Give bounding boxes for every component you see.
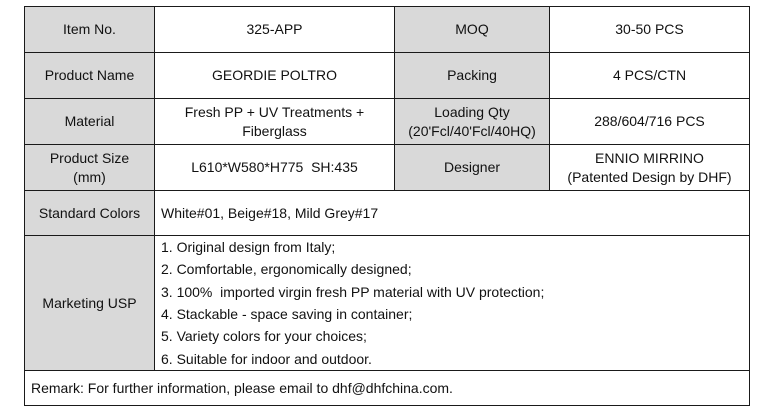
spec-row-product-size bbox=[25, 145, 750, 191]
label-designer: Designer bbox=[395, 145, 550, 191]
value-material-line1: Fresh PP + UV Treatments + bbox=[184, 103, 365, 120]
value-product-size: L610*W580*H775 SH:435 bbox=[155, 145, 395, 191]
spec-row-remark bbox=[25, 371, 750, 406]
remark-text: Remark: For further information, please email to dhf@dhfchina.com. bbox=[25, 371, 750, 406]
usp-list-item: 5. Variety colors for your choices; bbox=[161, 328, 367, 345]
value-material-line2: Fiberglass bbox=[242, 122, 307, 139]
value-designer-line1: ENNIO MIRRINO bbox=[595, 149, 704, 166]
spec-row-item-no bbox=[25, 7, 750, 53]
label-product-size-line1: Product Size bbox=[49, 149, 130, 166]
usp-list-item: 6. Suitable for indoor and outdoor. bbox=[161, 350, 372, 367]
label-product-size-line2: (mm) bbox=[73, 168, 106, 185]
value-product-name: GEORDIE POLTRO bbox=[155, 53, 395, 99]
usp-list-item: 1. Original design from Italy; bbox=[161, 239, 336, 256]
usp-list-item: 2. Comfortable, ergonomically designed; bbox=[161, 261, 412, 278]
value-item-no: 325-APP bbox=[155, 7, 395, 53]
spec-row-product-name bbox=[25, 53, 750, 99]
label-moq: MOQ bbox=[395, 7, 550, 53]
usp-list-item: 4. Stackable - space saving in container; bbox=[161, 306, 413, 322]
spec-row-standard-colors bbox=[25, 191, 750, 236]
spec-row-material bbox=[25, 99, 750, 145]
value-marketing-usp bbox=[155, 236, 750, 371]
value-loading-qty: 288/604/716 PCS bbox=[550, 99, 750, 145]
value-material bbox=[155, 99, 395, 145]
product-spec-table bbox=[24, 6, 750, 406]
usp-list bbox=[161, 236, 743, 370]
value-designer bbox=[550, 145, 750, 191]
label-product-name: Product Name bbox=[25, 53, 155, 99]
value-packing: 4 PCS/CTN bbox=[550, 53, 750, 99]
label-standard-colors: Standard Colors bbox=[25, 191, 155, 236]
label-material: Material bbox=[25, 99, 155, 145]
label-product-size bbox=[25, 145, 155, 191]
label-loading-qty bbox=[395, 99, 550, 145]
label-packing: Packing bbox=[395, 53, 550, 99]
label-loading-qty-line2: (20'Fcl/40'Fcl/40HQ) bbox=[408, 122, 536, 139]
value-standard-colors: White#01, Beige#18, Mild Grey#17 bbox=[155, 191, 750, 236]
label-marketing-usp: Marketing USP bbox=[25, 236, 155, 371]
spec-row-marketing-usp bbox=[25, 236, 750, 371]
label-item-no: Item No. bbox=[25, 7, 155, 53]
label-loading-qty-line1: Loading Qty bbox=[434, 103, 510, 120]
value-designer-line2: (Patented Design by DHF) bbox=[567, 168, 732, 185]
value-moq: 30-50 PCS bbox=[550, 7, 750, 53]
usp-list-item: 3. 100% imported virgin fresh PP material with UV protection; bbox=[161, 283, 545, 300]
